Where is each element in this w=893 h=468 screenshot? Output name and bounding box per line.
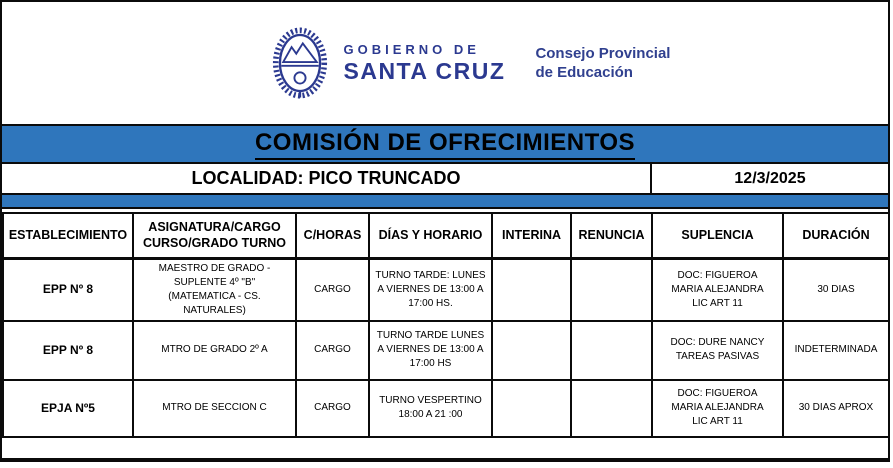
letterhead — [2, 2, 888, 124]
establishment-cell: EPJA Nº5 — [3, 380, 133, 437]
santa-cruz-crest-icon — [272, 24, 328, 102]
table-header-row — [3, 213, 889, 259]
column-header-suplencia: SUPLENCIA — [652, 213, 783, 259]
assignment-cell: MTRO DE GRADO 2º A — [133, 321, 296, 380]
spacer-band — [2, 195, 888, 209]
renuncia-cell — [571, 321, 652, 380]
column-header-interina: INTERINA — [492, 213, 571, 259]
table-row — [3, 380, 889, 437]
date-value: 12/3/2025 — [734, 169, 806, 187]
council-line1: Consejo Provincial — [535, 44, 671, 62]
title-banner — [2, 124, 888, 164]
offerings-table — [2, 212, 890, 438]
interina-cell — [492, 259, 571, 321]
renuncia-cell — [571, 380, 652, 437]
council-wordmark — [535, 44, 670, 83]
charge-cell: CARGO — [296, 380, 369, 437]
duration-cell: 30 DIAS APROX — [783, 380, 889, 437]
schedule-cell: TURNO TARDE: LUNES A VIERNES DE 13:00 A 17:00 HS. — [369, 259, 492, 321]
duration-cell: INDETERMINADA — [783, 321, 889, 380]
establishment-cell: EPP Nº 8 — [3, 259, 133, 321]
substitute-cell: DOC: FIGUEROA MARIA ALEJANDRA LIC ART 11 — [652, 259, 783, 321]
locality-row — [2, 164, 888, 195]
interina-cell — [492, 321, 571, 380]
duration-cell: 30 DIAS — [783, 259, 889, 321]
page-title: COMISIÓN DE OFRECIMIENTOS — [255, 129, 635, 160]
column-header-establecimiento: ESTABLECIMIENTO — [3, 213, 133, 259]
table-row — [3, 259, 889, 321]
government-line2: SANTA CRUZ — [343, 57, 506, 84]
table-row — [3, 321, 889, 380]
assignment-cell: MAESTRO DE GRADO - SUPLENTE 4º "B" (MATEMATICA - CS. NATURALES) — [133, 259, 296, 321]
charge-cell: CARGO — [296, 321, 369, 380]
column-header-duracion: DURACIÓN — [783, 213, 889, 259]
substitute-cell: DOC: DURE NANCY TAREAS PASIVAS — [652, 321, 783, 380]
charge-cell: CARGO — [296, 259, 369, 321]
column-header-asignatura: ASIGNATURA/CARGO CURSO/GRADO TURNO — [133, 213, 296, 259]
council-line2: de Educación — [535, 64, 633, 81]
renuncia-cell — [571, 259, 652, 321]
government-wordmark — [344, 42, 506, 85]
establishment-cell: EPP Nº 8 — [3, 321, 133, 380]
column-header-dias-horario: DÍAS Y HORARIO — [369, 213, 492, 259]
column-header-choras: C/HORAS — [296, 213, 369, 259]
interina-cell — [492, 380, 571, 437]
column-header-renuncia: RENUNCIA — [571, 213, 652, 259]
substitute-cell: DOC: FIGUEROA MARIA ALEJANDRA LIC ART 11 — [652, 380, 783, 437]
government-line1: GOBIERNO DE — [343, 41, 480, 57]
assignment-cell: MTRO DE SECCION C — [133, 380, 296, 437]
schedule-cell: TURNO VESPERTINO 18:00 A 21 :00 — [369, 380, 492, 437]
letterhead-group — [272, 24, 671, 102]
locality-label: LOCALIDAD: PICO TRUNCADO — [2, 164, 652, 193]
schedule-cell: TURNO TARDE LUNES A VIERNES DE 13:00 A 17:00 HS — [369, 321, 492, 380]
